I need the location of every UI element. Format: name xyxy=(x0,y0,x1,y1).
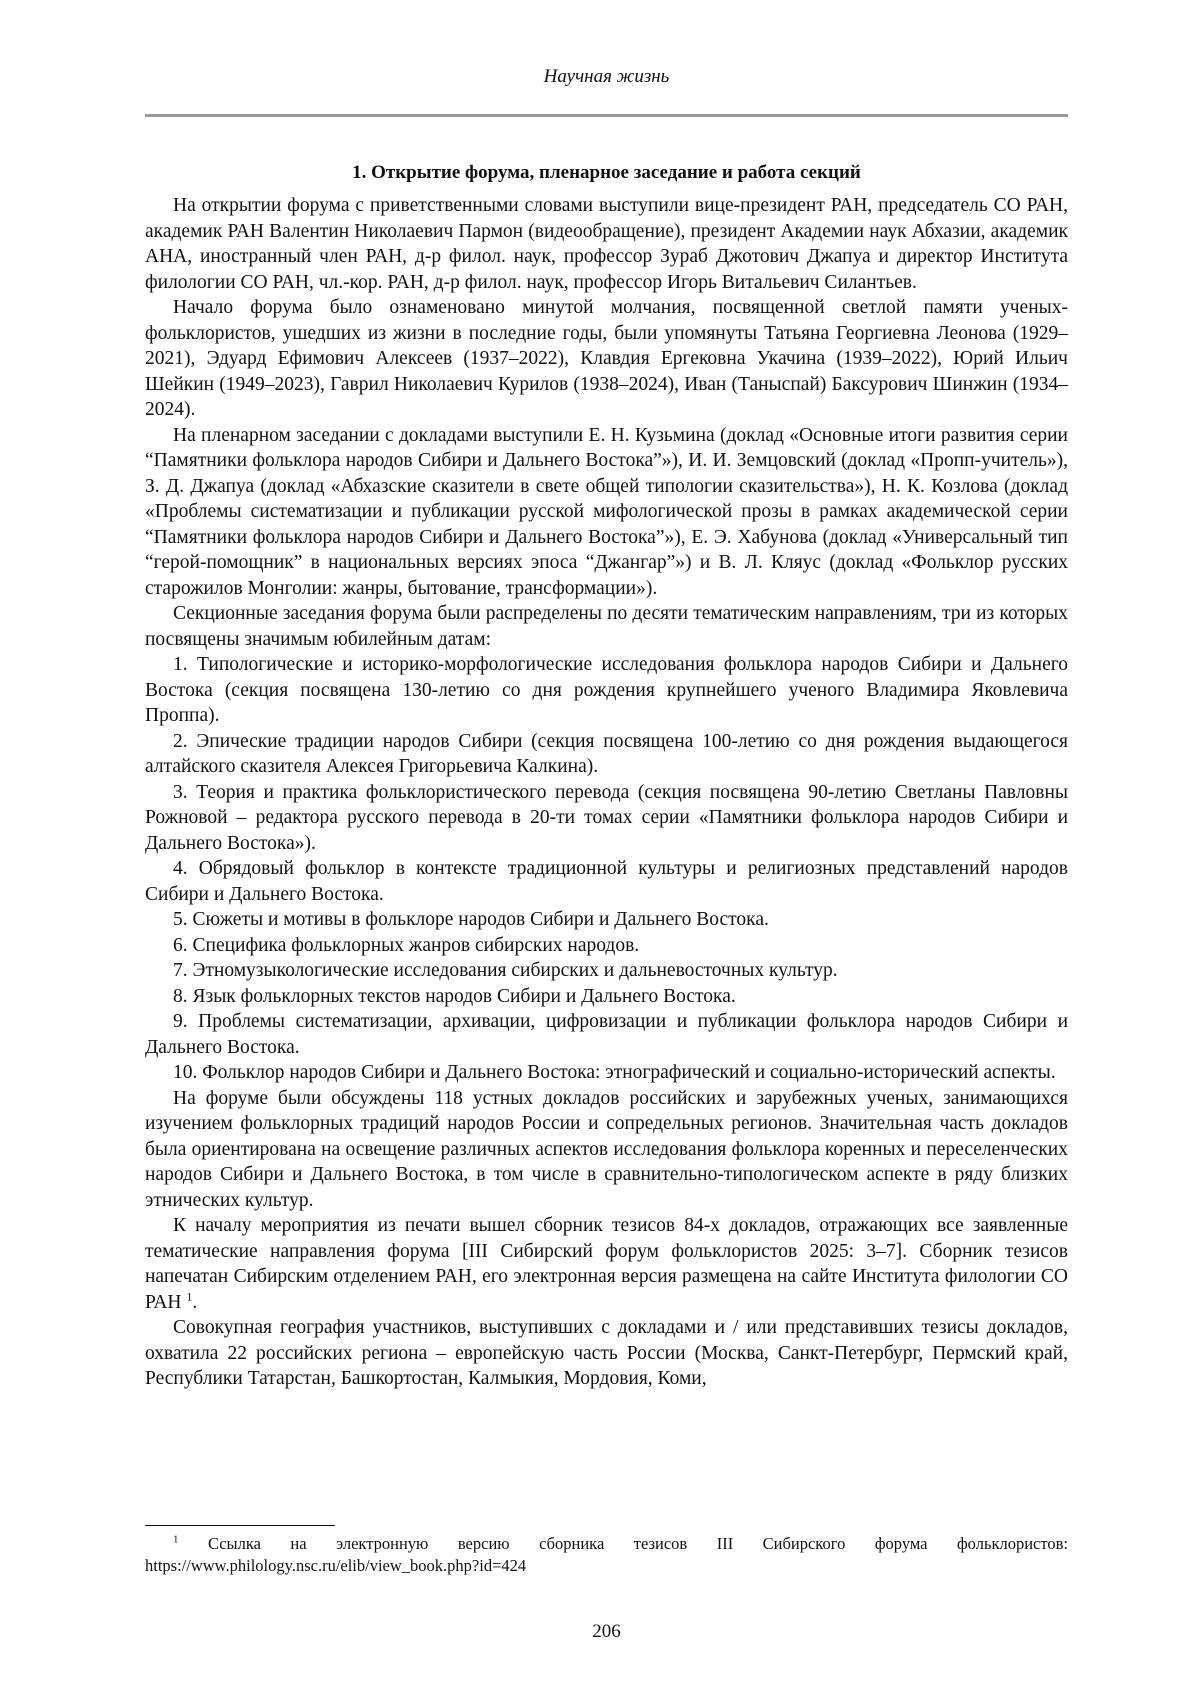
paragraph-opening: На открытии форума с приветственными словами выступили вице-президент РАН, председатель СО РАН, академик РАН Валентин Николаевич Пармон (видеообращение), президент Академии наук Абхазии, академик АНА, иностранный член РАН, д-р филол. наук, профессор Зураб Джотович Джапуа и директор Института филологии СО РАН, чл.-кор. РАН, д-р филол. наук, профессор Игорь Витальевич Силантьев. xyxy=(145,195,1068,293)
section-list-item: 1. Типологические и историко-морфологические исследования фольклора народов Сибири и Дальнего Востока (секция посвящена 130-летию со дня рождения крупнейшего ученого Владимира Яковлевича Проппа). xyxy=(145,654,1068,726)
paragraph-reports-summary: На форуме были обсуждены 118 устных докладов российских и зарубежных ученых, занимающихся изучением фольклорных традиций народов России и сопредельных регионов. Значительная часть докладов была ориентирована на освещение различных аспектов исследования фольклора коренных и переселенческих народов Сибири и Дальнего Востока, в том числе в сравнительно-типологическом аспекте в ряду близких этнических культур. xyxy=(145,1087,1068,1211)
running-head: Научная жизнь xyxy=(543,66,670,87)
paragraph-plenary: На пленарном заседании с докладами выступили Е. Н. Кузьмина (доклад «Основные итоги развития серии “Памятники фольклора народов Сибири и Дальнего Востока”»), И. И. Земцовский (доклад «Пропп-учитель»), З. Д. Джапуа (доклад «Абхазские сказители в свете общей типологии сказительства»), Н. К. Козлова (доклад «Проблемы систематизации и публикации русской мифологической прозы в рамках академической серии “Памятники фольклора народов Сибири и Дальнего Востока”»), Е. Э. Хабунова (доклад «Универсальный тип “герой-помощник” в национальных версиях эпоса “Джангар”») и В. Л. Кляус (доклад «Фольклор русских старожилов Монголии: жанры, бытование, трансформации»). xyxy=(145,424,1068,599)
section-list-item: 5. Сюжеты и мотивы в фольклоре народов Сибири и Дальнего Востока. xyxy=(173,909,769,930)
page-number: 206 xyxy=(592,1621,621,1642)
paragraph-geography: Совокупная география участников, выступивших с докладами и / или представивших тезисы докладов, охватила 22 российских региона – европейскую часть России (Москва, Санкт-Петербург, Пермский край, Республики Татарстан, Башкортостан, Калмыкия, Мордовия, Коми, xyxy=(145,1317,1068,1389)
footnote-text: Ссылка на электронную версию сборника тезисов III Сибирского форума фольклористов: https://www.philology.nsc.ru/elib/view_book.php?id=424 xyxy=(145,1534,1068,1575)
footnote-mark: 1 xyxy=(173,1533,179,1546)
footnote-divider xyxy=(145,1525,335,1526)
header-divider xyxy=(145,114,1068,117)
article-body xyxy=(145,160,1068,1392)
section-list-item: 6. Специфика фольклорных жанров сибирских народов. xyxy=(173,934,640,956)
paragraph-abstracts: К началу мероприятия из печати вышел сборник тезисов 84-х докладов, отражающих все заявленные тематические направления форума [III Сибирский форум фольклористов 2025: 3–7]. Сборник тезисов напечатан Сибирским отделением РАН, его электронная версия размещена на сайте Института филологии СО РАН $^1$. xyxy=(145,1215,1068,1313)
paragraph-memorial: Начало форума было ознаменовано минутой молчания, посвященной светлой памяти ученых-фольклористов, ушедших из жизни в последние годы, были упомянуты Татьяна Георгиевна Леонова (1929–2021), Эдуард Ефимович Алексеев (1937–2022), Клавдия Ергековна Укачина (1939–2022), Юрий Ильич Шейкин (1949–2023), Гаврил Николаевич Курилов (1938–2024), Иван (Таныспай) Баксурович Шинжин (1934–2024). xyxy=(145,297,1068,420)
footnote xyxy=(145,1533,1068,1577)
section-list-item: 7. Этномузыкологические исследования сибирских и дальневосточных культур. xyxy=(173,960,838,981)
section-list-item: 3. Теория и практика фольклористического перевода (секция посвящена 90-летию Светланы Павловны Рожновой – редактора русского перевода в 20-ти томах серии «Памятники фольклора народов Сибири и Дальнего Востока»). xyxy=(145,781,1068,854)
footnote-reference[interactable]: 1 xyxy=(186,1289,193,1303)
paragraph-abstracts-text: К началу мероприятия из печати вышел сборник тезисов 84-х докладов, отражающих все заявленные тематические направления форума [III Сибирский форум фольклористов 2025: 3–7]. Сборник тезисов напечатан Сибирским отделением РАН, его электронная версия размещена на сайте Института филологии СО РАН xyxy=(145,1215,1068,1313)
section-list-item: 4. Обрядовый фольклор в контексте традиционной культуры и религиозных представлений народов Сибири и Дальнего Востока. xyxy=(145,858,1068,905)
section-list-item: 8. Язык фольклорных текстов народов Сибири и Дальнего Востока. xyxy=(173,985,736,1007)
section-title: 1. Открытие форума, пленарное заседание и работа секций xyxy=(352,162,861,183)
section-list-item: 10. Фольклор народов Сибири и Дальнего Востока: этнографический и социально-исторический аспекты. xyxy=(173,1062,1056,1083)
section-list-item: 9. Проблемы систематизации, архивации, цифровизации и публикации фольклора народов Сибири и Дальнего Востока. xyxy=(145,1011,1068,1058)
section-list-item: 2. Эпические традиции народов Сибири (секция посвящена 100-летию со дня рождения выдающегося алтайского сказителя Алексея Григорьевича Калкина). xyxy=(145,730,1068,777)
paragraph-sections-intro: Секционные заседания форума были распределены по десяти тематическим направлениям, три из которых посвящены значимым юбилейным датам: xyxy=(145,603,1068,650)
